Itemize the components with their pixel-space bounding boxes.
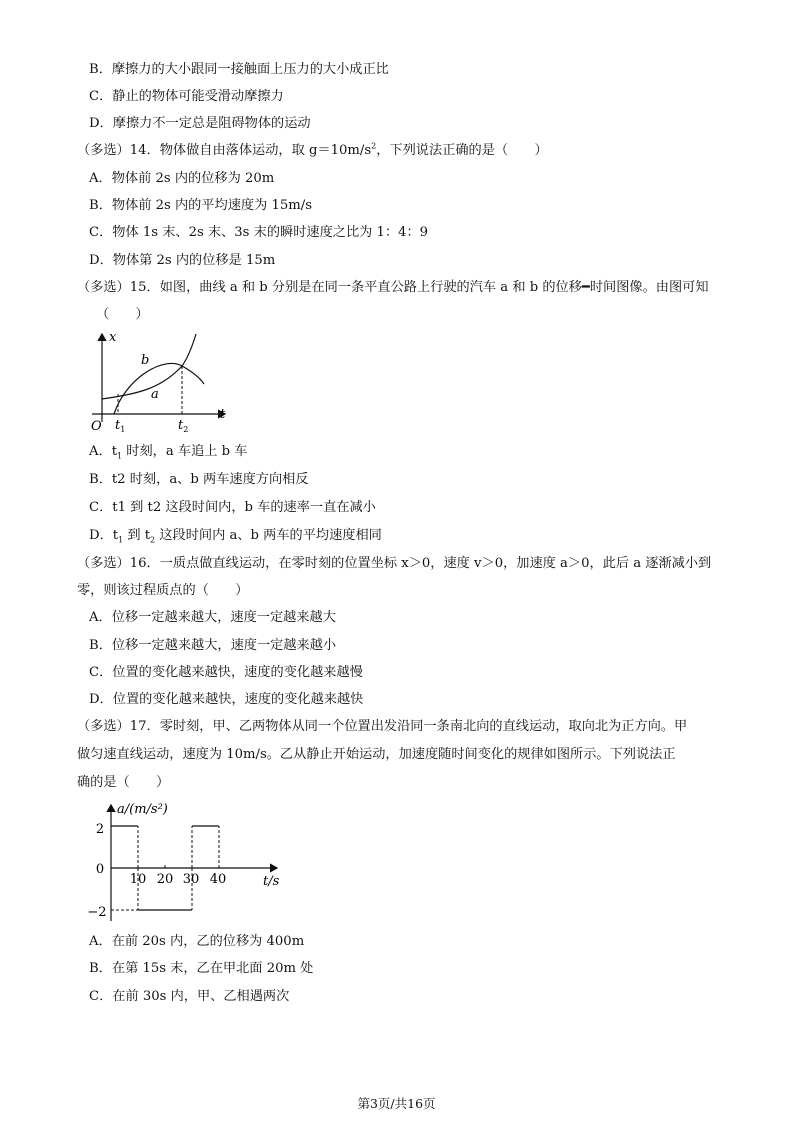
q14-stem: [77, 142, 548, 160]
q17-y-tick-0: 0: [95, 862, 105, 877]
q13-option-d: D．摩擦力不一定总是阻碍物体的运动: [89, 116, 311, 131]
q17-x-tick-10: 10: [129, 872, 147, 887]
q17-y-label: a/(m/s²): [117, 802, 168, 817]
q15-t2-subscript: 2: [183, 425, 189, 434]
q14-option-c: C．物体 1s 末、2s 末、3s 末的瞬时速度之比为 1：4：9: [89, 225, 429, 240]
q15-option-a-sub: 1: [117, 451, 123, 461]
q15-option-d-sub2: 2: [150, 535, 156, 545]
q16-option-a: A．位移一定越来越大，速度一定越来越大: [89, 610, 336, 625]
q15-origin-label: O: [91, 419, 102, 434]
q15-option-d: [89, 527, 382, 545]
q14-stem-tail: ，下列说法正确的是（ ）: [376, 143, 548, 158]
q15-option-a-text: A．t: [89, 444, 118, 459]
q15-option-a-tail: 时刻，a 车追上 b 车: [122, 444, 248, 459]
q17-acceleration-graph: [85, 797, 300, 927]
q15-option-a: [89, 443, 248, 461]
q14-option-d: D．物体第 2s 内的位移是 15m: [89, 253, 276, 268]
q16-option-c: C．位置的变化越来越快，速度的变化越来越慢: [89, 665, 363, 680]
q15-curve-b-label: b: [141, 353, 150, 368]
q15-option-d-sub1: 1: [118, 535, 124, 545]
q15-t1-text: t: [115, 418, 121, 433]
q15-option-b: B．t2 时刻，a、b 两车速度方向相反: [89, 472, 309, 487]
q15-option-d-tail: 这段时间内 a、b 两车的平均速度相同: [155, 528, 382, 543]
q15-y-label: x: [109, 330, 117, 345]
q15-t2-label: [178, 418, 188, 434]
q13-option-b: B．摩擦力的大小跟同一接触面上压力的大小成正比: [89, 62, 389, 77]
q17-option-c: C．在前 30s 内，甲、乙相遇两次: [89, 989, 290, 1004]
q15-curve-b: [114, 363, 204, 414]
q17-x-label: t/s: [263, 874, 280, 889]
q16-stem-line2: 零，则该过程质点的（ ）: [77, 583, 249, 598]
q17-stem-line3: 确的是（ ）: [77, 775, 170, 790]
q15-option-c: C．t1 到 t2 这段时间内，b 车的速率一直在减小: [89, 500, 376, 515]
q14-exponent: 2: [371, 141, 377, 151]
q15-answer-paren: （ ）: [96, 307, 149, 322]
q17-option-b: B．在第 15s 末，乙在甲北面 20m 处: [89, 961, 314, 976]
q13-option-c: C．静止的物体可能受滑动摩擦力: [89, 89, 284, 104]
q17-y-tick-neg2: −2: [87, 905, 107, 920]
q15-x-label: t: [220, 407, 226, 422]
q16-stem-line1: （多选）16．一质点做直线运动，在零时刻的位置坐标 x＞0，速度 v＞0，加速度 a＞0，此后 a 逐渐减小到: [77, 556, 712, 571]
q17-stem-line2: 做匀速直线运动，速度为 10m/s。乙从静止开始运动，加速度随时间变化的规律如图所示。下列说法正: [77, 747, 676, 762]
q15-option-d-text: D．t: [89, 528, 119, 543]
q15-figure: [85, 328, 245, 440]
page-footer: 第3页/共16页: [357, 1096, 436, 1111]
q15-t1-subscript: 1: [120, 425, 126, 434]
q15-option-d-mid: 到 t: [123, 528, 151, 543]
q15-curve-a-label: a: [151, 387, 159, 402]
q16-option-d: D．位置的变化越来越快，速度的变化越来越快: [89, 692, 364, 707]
q16-option-b: B．位移一定越来越大，速度一定越来越小: [89, 638, 337, 653]
q15-t2-text: t: [178, 418, 184, 433]
q14-stem-text: （多选）14．物体做自由落体运动，取 g＝10m/s: [77, 143, 372, 158]
q17-x-tick-40: 40: [209, 872, 227, 887]
q17-x-tick-20: 20: [156, 872, 174, 887]
q14-option-b: B．物体前 2s 内的平均速度为 15m/s: [89, 198, 312, 213]
q17-y-tick-2: 2: [95, 822, 105, 837]
q17-stem-line1: （多选）17．零时刻，甲、乙两物体从同一个位置出发沿同一条南北向的直线运动，取向北为正方向。甲: [77, 719, 688, 734]
q17-x-tick-30: 30: [182, 872, 200, 887]
q14-option-a: A．物体前 2s 内的位移为 20m: [89, 171, 275, 186]
q15-stem: （多选）15．如图，曲线 a 和 b 分别是在同一条平直公路上行驶的汽车 a 和 b 的位移━时间图像。由图可知: [77, 280, 709, 295]
q17-option-a: A．在前 20s 内，乙的位移为 400m: [89, 934, 305, 949]
q15-t1-label: [115, 418, 125, 434]
